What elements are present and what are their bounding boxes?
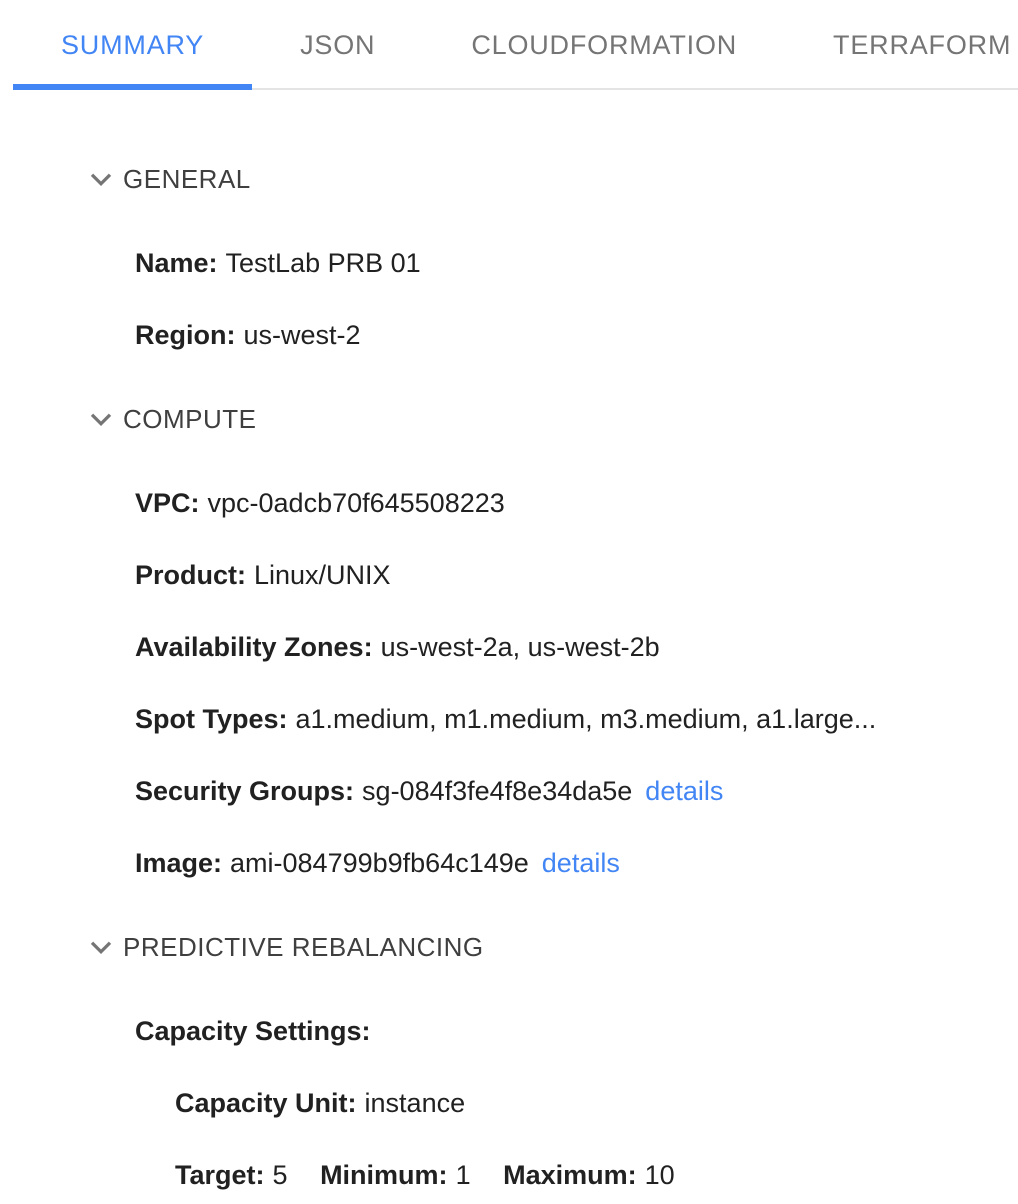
field-label: Capacity Unit: — [175, 1088, 357, 1118]
section-title: GENERAL — [123, 163, 251, 194]
field-label: Product: — [135, 560, 246, 590]
field-value: Linux/UNIX — [254, 560, 391, 590]
field-label: Region: — [135, 320, 236, 350]
field-value: 10 — [644, 1160, 675, 1190]
field-value: ami-084799b9fb64c149e — [230, 848, 529, 878]
field-value: a1.medium, m1.medium, m3.medium, a1.large... — [295, 704, 877, 734]
tab-terraform-label: TERRAFORM — [833, 29, 1012, 60]
section-predictive-rebalancing-header[interactable] — [85, 929, 1018, 965]
field-label: Security Groups: — [135, 776, 355, 806]
image-details-link[interactable]: details — [541, 848, 620, 878]
chevron-down-icon — [85, 403, 117, 435]
field-image — [135, 845, 1018, 881]
section-predictive-rebalancing — [0, 929, 1018, 1193]
section-general — [0, 161, 1018, 353]
tab-terraform[interactable] — [785, 0, 1018, 90]
tab-summary-label: SUMMARY — [61, 29, 205, 60]
tab-json[interactable] — [252, 0, 423, 90]
summary-tab-panel — [0, 161, 1018, 1193]
field-region — [135, 317, 1018, 353]
field-capacity-settings — [135, 1013, 1018, 1049]
tab-cloudformation-label: CLOUDFORMATION — [471, 29, 738, 60]
field-value: 1 — [455, 1160, 471, 1190]
section-general-header[interactable] — [85, 161, 1018, 197]
field-value: us-west-2a, us-west-2b — [380, 632, 660, 662]
field-label: Capacity Settings: — [135, 1016, 371, 1046]
chevron-down-icon — [85, 163, 117, 195]
maximum-pair — [503, 1160, 675, 1190]
field-label: Spot Types: — [135, 704, 288, 734]
field-label: Image: — [135, 848, 223, 878]
field-value: sg-084f3fe4f8e34da5e — [362, 776, 633, 806]
tab-bar — [0, 0, 1018, 90]
chevron-down-icon — [85, 931, 117, 963]
field-product — [135, 557, 1018, 593]
field-capacity-targets — [175, 1157, 1018, 1193]
field-security-groups — [135, 773, 1018, 809]
field-value: TestLab PRB 01 — [225, 248, 421, 278]
field-name — [135, 245, 1018, 281]
field-availability-zones — [135, 629, 1018, 665]
field-label: Availability Zones: — [135, 632, 373, 662]
field-label: Minimum: — [320, 1160, 448, 1190]
section-compute — [0, 401, 1018, 881]
field-label: Target: — [175, 1160, 265, 1190]
target-pair — [175, 1160, 288, 1190]
tab-cloudformation[interactable] — [423, 0, 785, 90]
field-value: vpc-0adcb70f645508223 — [207, 488, 505, 518]
minimum-pair — [320, 1160, 471, 1190]
field-label: VPC: — [135, 488, 200, 518]
field-spot-types — [135, 701, 1018, 737]
section-title: COMPUTE — [123, 403, 257, 434]
field-value: instance — [364, 1088, 466, 1118]
field-capacity-unit — [175, 1085, 1018, 1121]
section-title: PREDICTIVE REBALANCING — [123, 931, 484, 962]
tab-summary[interactable] — [13, 0, 252, 90]
field-value: 5 — [272, 1160, 288, 1190]
field-label: Name: — [135, 248, 218, 278]
field-label: Maximum: — [503, 1160, 637, 1190]
field-vpc — [135, 485, 1018, 521]
field-value: us-west-2 — [243, 320, 361, 350]
section-compute-header[interactable] — [85, 401, 1018, 437]
tab-json-label: JSON — [300, 29, 376, 60]
security-groups-details-link[interactable]: details — [645, 776, 724, 806]
